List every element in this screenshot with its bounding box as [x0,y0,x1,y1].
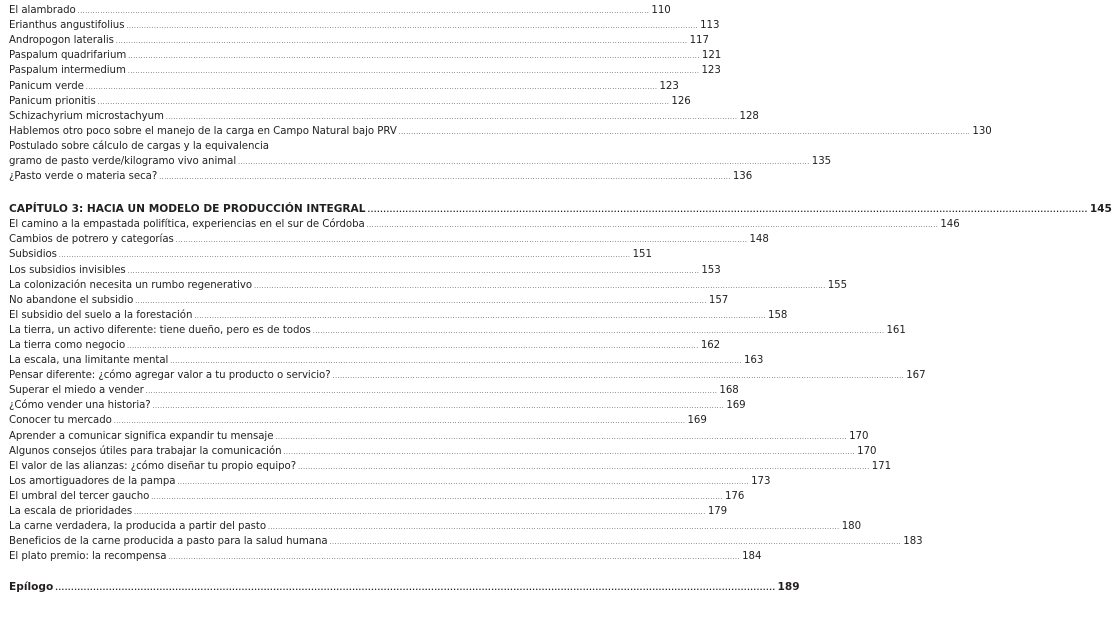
toc-entry [9,277,848,292]
toc-leader-dots: .................................................................................................................................................................................................................................... [145,388,718,396]
toc-entry [9,518,861,533]
toc-entry-title: El camino a la empastada polifítica, experiencias en el sur de Córdoba [9,219,365,231]
toc-entry-title: ¿Pasto verde o materia seca? [9,171,158,183]
toc-entry-title: Hablemos otro poco sobre el manejo de la carga en Campo Natural bajo PRV [9,125,397,137]
toc-entry-title: Conocer tu mercado [9,415,112,427]
toc-entry [9,108,759,123]
toc-leader-dots: .................................................................................................................................................................................................................................... [85,83,658,91]
toc-entry-title: Panicum prionitis [9,95,96,107]
toc-entry [9,93,691,108]
toc-leader-dots: .................................................................................................................................................................................................................................... [165,113,738,121]
toc-leader-dots: .................................................................................................................................................................................................................................... [268,524,840,532]
toc-leader-dots: .................................................................................................................................................................................................................................... [128,53,700,61]
toc-entry-page: 161 [886,324,906,336]
toc-entry-page: 170 [849,430,869,442]
toc-entry [9,503,728,518]
toc-entry-page: 157 [708,294,729,306]
toc-entry [9,473,771,488]
toc-entry [9,307,788,322]
toc-entry [9,261,721,276]
toc-leader-dots: .................................................................................................................................................................................................................................... [366,222,939,230]
toc-entry-page: 136 [732,171,753,183]
toc-section-grasses [9,2,992,138]
toc-entry-title: Algunos consejos útiles para trabajar la comunicación [9,445,282,457]
toc-entry [9,443,877,458]
toc-entry-title: El alambrado [9,5,76,17]
toc-entry-page: 171 [871,460,892,472]
toc-entry-title: Aprender a comunicar significa expandir tu mensaje [9,430,274,442]
toc-entry [9,322,906,337]
toc-entry-page: 183 [903,536,923,548]
toc-leader-dots: .................................................................................................................................................................................................................................... [175,237,748,245]
toc-entry [9,2,671,17]
toc-entry-page: 169 [687,415,707,427]
toc-entry-title: Subsidios [9,249,57,261]
toc-leader-dots: .................................................................................................................................................................................................................................... [151,493,723,501]
toc-entry-title: El valor de las alianzas: ¿cómo diseñar tu propio equipo? [9,460,297,472]
toc-entry-page: 179 [707,506,728,517]
epilogue-title: Epílogo [9,581,54,594]
toc-entry-page: 169 [726,400,746,412]
toc-epilogue-heading [9,578,800,594]
toc-leader-dots: .................................................................................................................................................................................................................................... [97,98,670,106]
toc-entry [9,533,923,548]
toc-entry-title: La escala, una limitante mental [9,355,169,367]
toc-section-chapter3 [9,216,960,563]
toc-entry-title: Erianthus angustifolius [9,20,125,32]
toc-entry-page: 151 [632,249,652,261]
toc-entry-title: La tierra, un activo diferente: tiene dueño, pero es de todos [9,324,311,336]
toc-leader-dots: .................................................................................................................................................................................................................................... [55,584,776,593]
toc-entry-title: El subsidio del suelo a la forestación [9,309,193,321]
toc-entry [9,168,753,183]
toc-entry-page: 126 [671,95,691,107]
toc-leader-dots: .................................................................................................................................................................................................................................... [159,174,731,182]
toc-entry-title: Los subsidios invisibles [9,264,126,276]
toc-entry-page: 155 [827,279,848,291]
toc-entry-page: 173 [751,475,771,487]
toc-leader-dots: .................................................................................................................................................................................................................................... [312,327,885,335]
toc-leader-dots: .................................................................................................................................................................................................................................... [115,38,688,46]
toc-entry-page: 123 [701,65,721,77]
toc-entry [9,397,746,412]
chapter-title: CAPÍTULO 3: HACIA UN MODELO DE PRODUCCIÓN INTEGRAL [9,203,366,216]
toc-leader-dots: .................................................................................................................................................................................................................................... [168,554,741,562]
toc-leader-dots: .................................................................................................................................................................................................................................... [367,206,1088,215]
toc-leader-dots: .................................................................................................................................................................................................................................... [77,8,650,16]
toc-entry [9,412,707,427]
toc-entry-page: 113 [700,20,720,32]
toc-entry-page: 110 [651,5,671,17]
toc-leader-dots: .................................................................................................................................................................................................................................... [127,342,699,350]
toc-leader-dots: .................................................................................................................................................................................................................................... [126,23,699,31]
toc-entry [9,427,869,442]
toc-entry-page: 168 [719,385,739,397]
toc-entry [9,246,652,261]
toc-entry-title: Pensar diferente: ¿cómo agregar valor a tu producto o servicio? [9,370,331,382]
toc-entry [9,231,769,246]
toc-entry [9,292,729,307]
toc-entry [9,216,960,231]
toc-entry-title: Schizachyrium microstachyum [9,110,164,122]
toc-entry-title: Cambios de potrero y categorías [9,234,174,246]
toc-entry [9,458,892,473]
toc-entry [9,47,722,62]
toc-leader-dots: .................................................................................................................................................................................................................................... [298,463,870,471]
toc-entry-title: gramo de pasto verde/kilogramo vivo animal [9,156,237,168]
toc-entry-title: ¿Cómo vender una historia? [9,400,151,412]
toc-chapter-heading [9,200,1112,216]
toc-entry [9,367,926,382]
toc-entry-page: 158 [768,309,788,321]
toc-entry-title: La escala de prioridades [9,506,133,517]
toc-leader-dots: .................................................................................................................................................................................................................................... [134,509,706,516]
toc-entry-page: 162 [700,339,721,351]
toc-entry-title: La colonización necesita un rumbo regenerativo [9,279,253,291]
chapter-page: 145 [1089,203,1112,216]
toc-entry-title: Panicum verde [9,80,84,92]
toc-entry [9,32,709,47]
toc-leader-dots: .................................................................................................................................................................................................................................... [332,373,905,381]
toc-entry-title: Postulado sobre cálculo de cargas y la equivalencia [9,140,269,152]
toc-entry-title: Andropogon lateralis [9,35,114,47]
toc-entry-page: 180 [841,521,861,533]
toc-leader-dots: .................................................................................................................................................................................................................................... [398,128,971,136]
toc-entry-page: 176 [724,490,745,502]
toc-leader-dots: .................................................................................................................................................................................................................................... [194,312,767,320]
toc-entry-multiline-second [9,153,832,168]
toc-entry-title: La tierra como negocio [9,339,126,351]
toc-leader-dots: .................................................................................................................................................................................................................................... [127,267,700,275]
toc-leader-dots: .................................................................................................................................................................................................................................... [58,252,631,260]
toc-entry-page: 184 [742,551,762,563]
toc-entry-page: 123 [659,80,679,92]
toc-entry-title: El umbral del tercer gaucho [9,490,150,502]
toc-entry [9,352,764,367]
toc-entry-page: 153 [701,264,721,276]
toc-entry-page: 146 [940,219,960,231]
toc-entry-page: 117 [689,35,709,47]
toc-entry [9,17,720,32]
toc-entry-title: Paspalum quadrifarium [9,50,127,62]
toc-entry-title: El plato premio: la recompensa [9,551,167,563]
toc-leader-dots: .................................................................................................................................................................................................................................... [135,297,707,305]
toc-entry-page: 170 [857,445,877,457]
toc-entry-title: No abandone el subsidio [9,294,134,306]
toc-leader-dots: .................................................................................................................................................................................................................................... [113,418,686,426]
toc-entry-page: 121 [701,50,722,62]
toc-entry-page: 130 [972,125,992,137]
toc-entry [9,337,721,352]
toc-leader-dots: .................................................................................................................................................................................................................................... [170,358,742,366]
toc-entry [9,62,721,77]
toc-leader-dots: .................................................................................................................................................................................................................................... [329,539,902,547]
toc-entry-page: 163 [743,355,764,367]
toc-entry-page: 135 [811,156,832,168]
toc-entry-page: 128 [739,110,759,122]
toc-entry-title: La carne verdadera, la producida a partir del pasto [9,521,267,533]
toc-entry-title: Superar el miedo a vender [9,385,144,397]
toc-leader-dots: .................................................................................................................................................................................................................................... [177,478,750,486]
toc-leader-dots: .................................................................................................................................................................................................................................... [254,282,826,290]
toc-entry-page: 167 [906,370,926,382]
toc-entry-title: Los amortiguadores de la pampa [9,475,176,487]
toc-leader-dots: .................................................................................................................................................................................................................................... [127,68,700,76]
toc-entry [9,488,745,503]
toc-entry-multiline-first [9,138,464,153]
toc-entry-title: Paspalum intermedium [9,65,126,77]
toc-leader-dots: .................................................................................................................................................................................................................................... [152,403,725,411]
toc-entry [9,123,992,138]
toc-entry [9,382,739,397]
toc-entry-page: 148 [749,234,769,246]
table-of-contents [9,2,1112,594]
toc-entry [9,548,762,563]
toc-entry-title: Beneficios de la carne producida a pasto para la salud humana [9,536,328,548]
epilogue-page: 189 [777,581,800,594]
toc-leader-dots: .................................................................................................................................................................................................................................... [275,433,848,441]
toc-leader-dots: .................................................................................................................................................................................................................................... [283,448,856,456]
toc-leader-dots: .................................................................................................................................................................................................................................... [238,159,810,167]
toc-entry [9,77,679,92]
